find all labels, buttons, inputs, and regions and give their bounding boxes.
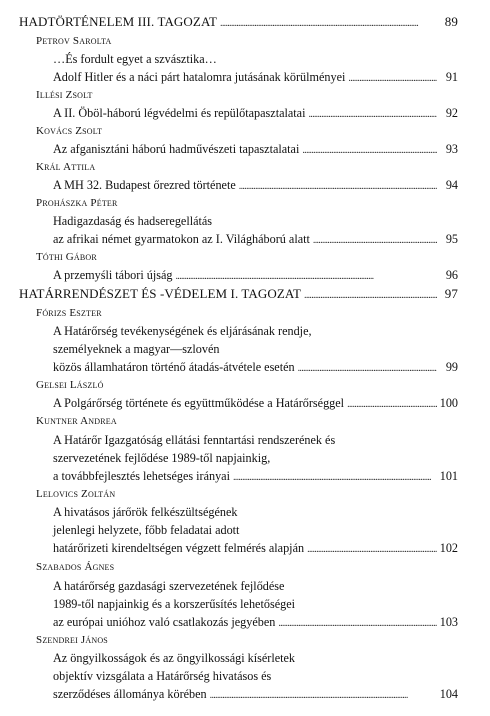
page-number: 102 <box>439 541 458 555</box>
entry-text: A határőrség gazdasági szervezetének fejlődése <box>53 579 285 593</box>
entry-text: Fórizs Eszter <box>36 307 102 319</box>
dot-leader <box>298 358 437 378</box>
section-heading <box>19 13 458 31</box>
entry-text: Prohászka Péter <box>36 197 118 209</box>
entry-text: 1989-től napjainkig és a korszerűsítés lehetőségei <box>53 597 295 611</box>
entry-text: Petrov Sarolta <box>36 35 112 47</box>
entry-title <box>53 649 295 667</box>
page-number: 104 <box>439 687 458 701</box>
author-name <box>36 122 456 140</box>
entry-title <box>53 431 335 449</box>
author-name <box>36 32 456 50</box>
author-name <box>36 248 456 266</box>
entry-text: Král Attila <box>36 161 96 173</box>
entry-title <box>53 176 458 194</box>
entry-title <box>53 104 458 122</box>
dot-leader <box>347 394 437 414</box>
entry-text: Gelsei László <box>36 379 104 391</box>
entry-text: Illési Zsolt <box>36 89 93 101</box>
entry-title <box>53 394 458 412</box>
entry-title <box>53 521 239 539</box>
author-name <box>36 86 456 104</box>
page-number: 99 <box>445 360 458 374</box>
entry-title <box>53 140 458 158</box>
entry-text: A hivatásos járőrök felkészültségének <box>53 505 238 519</box>
page-number: 93 <box>445 142 458 156</box>
entry-title <box>53 266 458 284</box>
page-number: 89 <box>444 14 458 29</box>
dot-leader <box>302 140 437 160</box>
dot-leader <box>308 104 437 124</box>
page-number: 92 <box>445 106 458 120</box>
entry-text: szervezetének fejlődése 1989-től napjainkig, <box>53 451 271 465</box>
entry-text: Szabados Ágnes <box>36 561 115 573</box>
entry-text: határőrizeti kirendeltségen végzett felmérés alapján <box>53 541 305 555</box>
entry-title <box>53 230 458 248</box>
entry-text: Az afganisztáni háború hadművészeti tapasztalatai <box>53 142 300 156</box>
page-number: 97 <box>444 286 458 301</box>
author-name <box>36 158 456 176</box>
entry-text: objektív vizsgálata a Határőrség hivatásos és <box>53 669 272 683</box>
dot-leader <box>304 285 437 305</box>
entry-text: Adolf Hitler és a náci párt hatalomra jutásának körülményei <box>53 70 346 84</box>
dot-leader <box>313 230 437 250</box>
entry-text: jelenlegi helyzete, főbb feladatai adott <box>53 523 240 537</box>
entry-title <box>53 358 458 376</box>
dot-leader <box>239 176 437 196</box>
entry-text: A Határőrség tevékenységének és eljárásának rendje, <box>53 324 312 338</box>
entry-title <box>53 50 217 68</box>
page-number: 94 <box>445 178 458 192</box>
page-number: 95 <box>445 232 458 246</box>
author-name <box>36 412 456 430</box>
entry-text: HATÁRRENDÉSZET ÉS -VÉDELEM I. TAGOZAT <box>19 286 302 301</box>
entry-text: A Határőr Igazgatóság ellátási fenntartási rendszerének és <box>53 433 336 447</box>
dot-leader <box>307 539 437 559</box>
dot-leader <box>233 467 437 487</box>
entry-title <box>53 685 458 703</box>
author-name <box>36 631 456 649</box>
dot-leader <box>348 68 437 88</box>
entry-title <box>53 322 312 340</box>
entry-text: …És fordult egyet a szvásztika… <box>53 52 217 66</box>
dot-leader <box>220 13 437 33</box>
entry-title <box>53 577 284 595</box>
entry-text: A MH 32. Budapest őrezred története <box>53 178 236 192</box>
page-number: 101 <box>439 469 458 483</box>
entry-text: A przemyśli tábori újság <box>53 268 173 282</box>
section-heading <box>19 285 458 303</box>
dot-leader <box>175 266 437 286</box>
entry-text: az európai unióhoz való csatlakozás jegyében <box>53 615 276 629</box>
entry-text: Szendrei János <box>36 634 108 646</box>
entry-text: Lelovics Zoltán <box>36 488 116 500</box>
dot-leader <box>278 613 436 633</box>
author-name <box>36 304 456 322</box>
entry-title <box>53 503 237 521</box>
author-name <box>36 376 456 394</box>
entry-title <box>53 595 295 613</box>
entry-text: az afrikai német gyarmatokon az I. Világháború alatt <box>53 232 310 246</box>
entry-title <box>53 667 271 685</box>
entry-text: Hadigazdaság és hadseregellátás <box>53 214 213 228</box>
entry-title <box>53 467 458 485</box>
entry-text: A II. Öböl-háború légvédelmi és repülőtapasztalatai <box>53 106 306 120</box>
entry-title <box>53 449 270 467</box>
entry-text: HADTÖRTÉNELEM III. TAGOZAT <box>19 14 218 29</box>
page-number: 103 <box>439 615 458 629</box>
author-name <box>36 558 456 576</box>
entry-text: Kovács Zsolt <box>36 125 103 137</box>
entry-text: Kuntner Andrea <box>36 415 117 427</box>
entry-text: szerződéses állománya körében <box>53 687 207 701</box>
entry-text: Az öngyilkosságok és az öngyilkossági kísérletek <box>53 651 296 665</box>
page-number: 100 <box>439 396 458 410</box>
page-number: 96 <box>445 268 458 282</box>
entry-title <box>53 68 458 86</box>
author-name <box>36 194 456 212</box>
entry-text: közös államhatáron történő átadás-átvétele esetén <box>53 360 295 374</box>
entry-title <box>53 613 458 631</box>
entry-title <box>53 340 220 358</box>
entry-text: Tóthi Gábor <box>36 251 97 263</box>
dot-leader <box>210 685 437 705</box>
entry-title <box>53 212 212 230</box>
author-name <box>36 485 456 503</box>
entry-text: személyeknek a magyar—szlovén <box>53 342 220 356</box>
page-number: 91 <box>445 70 458 84</box>
entry-title <box>53 539 458 557</box>
entry-text: A Polgárőrség története és együttműködése a Határőrséggel <box>53 396 345 410</box>
entry-text: a továbbfejlesztés lehetséges irányai <box>53 469 230 483</box>
